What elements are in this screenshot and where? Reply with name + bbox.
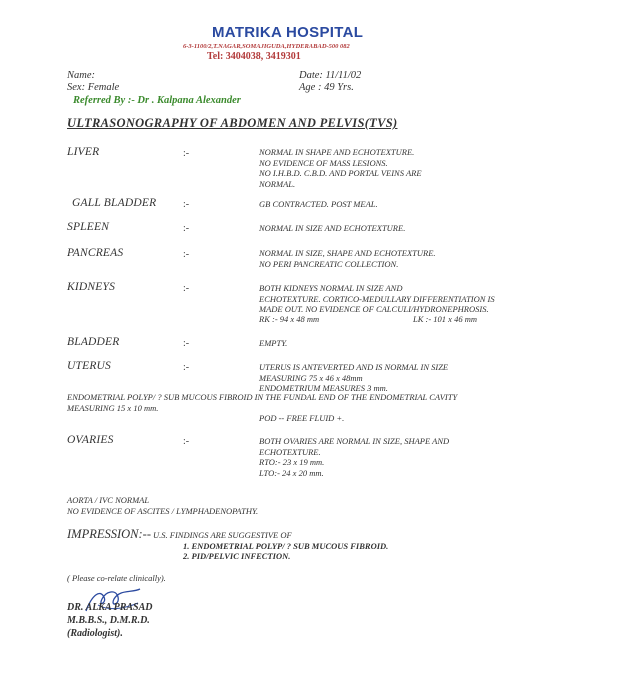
finding-line: NO I.H.B.D. C.B.D. AND PORTAL VEINS ARE <box>259 168 422 178</box>
finding-line: ECHOTEXTURE. CORTICO-MEDULLARY DIFFERENTIATION IS <box>259 293 495 304</box>
finding-line: BOTH OVARIES ARE NORMAL IN SIZE, SHAPE AND <box>259 436 450 446</box>
patient-age: Age : 49 Yrs. <box>299 82 354 93</box>
organ-spleen: SPLEEN <box>67 221 110 233</box>
finding-line: ECHOTEXTURE. <box>259 446 321 457</box>
separator: :- <box>183 223 190 234</box>
finding-line: NORMAL IN SIZE AND ECHOTEXTURE. <box>259 223 406 233</box>
separator: :- <box>183 283 190 294</box>
organ-liver: LIVER <box>67 146 100 158</box>
patient-sex: Sex: Female <box>67 82 120 93</box>
report-date: Date: 11/11/02 <box>299 70 362 81</box>
impression-label: IMPRESSION:-- <box>67 527 151 541</box>
organ-kidneys: KIDNEYS <box>67 281 116 293</box>
impression-item: 2. PID/PELVIC INFECTION. <box>183 551 291 561</box>
organ-uterus: UTERUS <box>67 360 112 372</box>
hospital-name: MATRIKA HOSPITAL <box>212 24 364 41</box>
uterus-extra-finding <box>67 392 457 413</box>
pod-finding: POD -- FREE FLUID +. <box>259 413 345 423</box>
left-kidney-measurement: LK :- 101 x 46 mm <box>413 314 477 324</box>
organ-gall-bladder: GALL BLADDER <box>72 197 157 209</box>
finding-line: BOTH KIDNEYS NORMAL IN SIZE AND <box>259 283 403 293</box>
doctor-block <box>67 601 153 640</box>
uterus-findings <box>259 362 448 394</box>
finding-line: UTERUS IS ANTEVERTED AND IS NORMAL IN SIZE <box>259 362 449 372</box>
finding-line: NORMAL IN SIZE, SHAPE AND ECHOTEXTURE. <box>259 248 436 258</box>
finding-line: RTO:- 23 x 19 mm. <box>259 457 325 467</box>
finding-line: NO EVIDENCE OF MASS LESIONS. <box>259 157 388 168</box>
hospital-telephone: Tel: 3404038, 3419301 <box>207 51 301 62</box>
finding-line: ENDOMETRIAL POLYP/ ? SUB MUCOUS FIBROID IN THE FUNDAL END OF THE ENDOMETRIAL CAVITY <box>67 392 458 402</box>
finding-line: NORMAL IN SHAPE AND ECHOTEXTURE. <box>259 147 415 157</box>
referred-by: Referred By :- Dr . Kalpana Alexander <box>73 95 241 106</box>
bladder-findings <box>259 338 287 349</box>
finding-line: NO EVIDENCE OF ASCITES / LYMPHADENOPATHY. <box>67 505 259 516</box>
separator: :- <box>183 249 190 260</box>
spleen-findings <box>259 223 405 234</box>
ovaries-findings <box>259 436 449 478</box>
impression-item: 1. ENDOMETRIAL POLYP/ ? SUB MUCOUS FIBROID. <box>183 541 389 551</box>
finding-line: AORTA / IVC NORMAL <box>67 495 150 505</box>
right-kidney-measurement: RK :- 94 x 48 mm <box>259 314 320 324</box>
finding-line: MEASURING 75 x 46 x 48mm <box>259 372 363 383</box>
separator: :- <box>183 436 190 447</box>
doctor-qualifications: M.B.B.S., D.M.R.D. <box>67 615 150 626</box>
organ-pancreas: PANCREAS <box>67 247 124 259</box>
finding-line: EMPTY. <box>259 338 288 348</box>
hospital-address: 6-3-1100/2,T.NAGAR,SOMAJIGUDA,HYDERABAD-500 082 <box>183 43 350 50</box>
finding-line: ENDOMETRIUM MEASURES 3 mm. <box>259 383 388 393</box>
doctor-name: DR. ALKA PRASAD <box>67 602 153 613</box>
finding-line: MEASURING 15 x 10 mm. <box>67 402 159 413</box>
finding-line: NORMAL. <box>259 178 296 189</box>
separator: :- <box>183 148 190 159</box>
separator: :- <box>183 199 190 210</box>
finding-line: MADE OUT. NO EVIDENCE OF CALCULI/HYDRONEPHROSIS. <box>259 304 489 314</box>
liver-findings <box>259 147 422 189</box>
pancreas-findings <box>259 248 436 269</box>
finding-line: NO PERI PANCREATIC COLLECTION. <box>259 258 399 269</box>
separator: :- <box>183 338 190 349</box>
organ-bladder: BLADDER <box>67 336 120 348</box>
clinical-note: ( Please co-relate clinically). <box>67 573 166 583</box>
report-title: ULTRASONOGRAPHY OF ABDOMEN AND PELVIS(TVS) <box>67 116 398 130</box>
finding-line: GB CONTRACTED. POST MEAL. <box>259 199 378 209</box>
kidneys-findings <box>259 283 495 315</box>
finding-line: LTO:- 24 x 20 mm. <box>259 467 324 478</box>
patient-name-label: Name: <box>67 70 95 81</box>
organ-ovaries: OVARIES <box>67 434 114 446</box>
doctor-role: (Radiologist). <box>67 628 123 639</box>
other-findings <box>67 495 258 516</box>
gall-bladder-findings <box>259 199 378 210</box>
separator: :- <box>183 362 190 373</box>
impression-text: U.S. FINDINGS ARE SUGGESTIVE OF <box>153 530 292 540</box>
